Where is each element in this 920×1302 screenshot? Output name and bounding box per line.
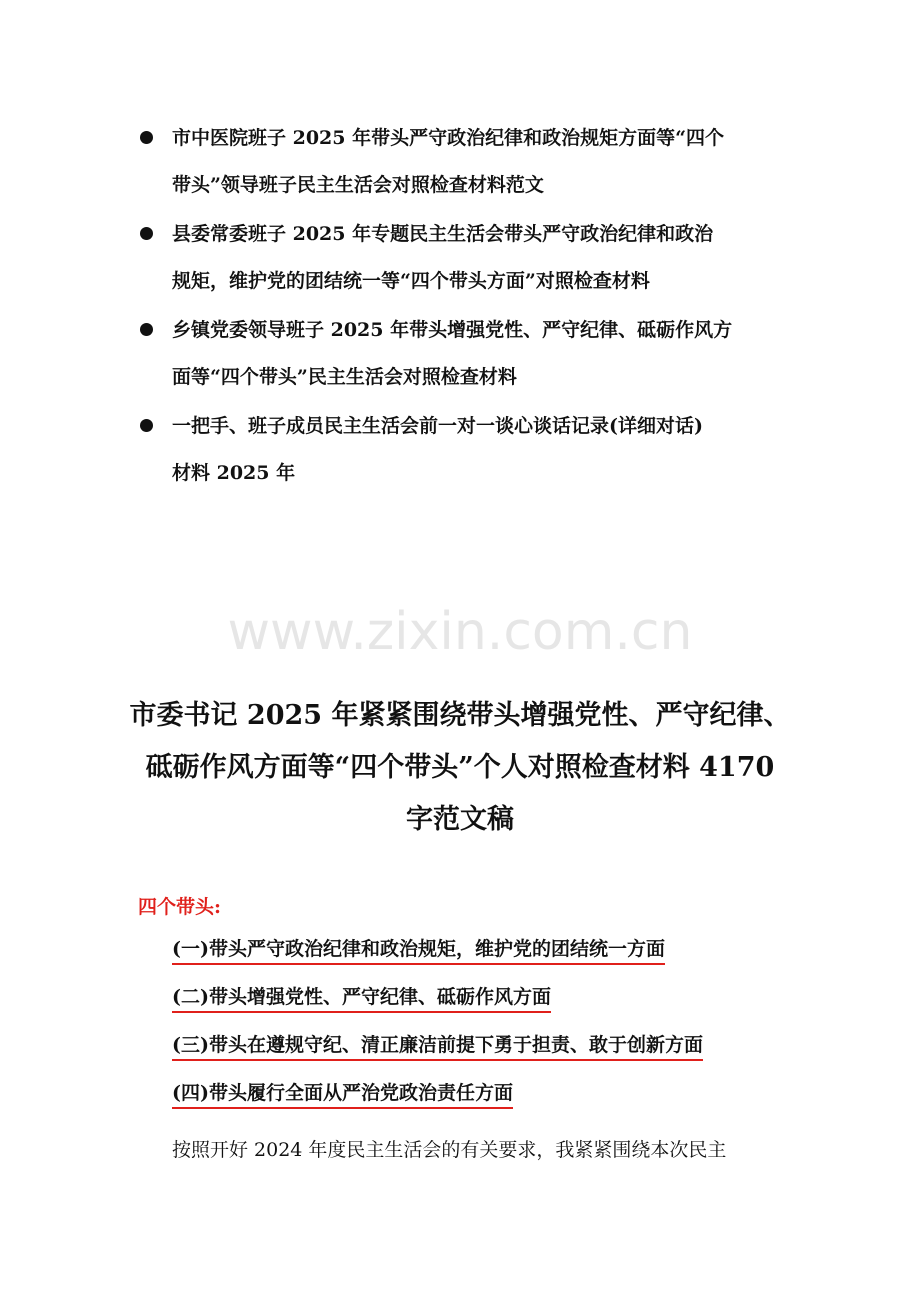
- body-paragraph: 按照开好 2024 年度民主生活会的有关要求，我紧紧围绕本次民主: [172, 1139, 727, 1161]
- title-line: 砥砺作风方面等“四个带头”个人对照检查材料 4170: [145, 752, 775, 783]
- list-item-line: 乡镇党委领导班子 2025 年带头增强党性、严守纪律、砥砺作风方: [172, 319, 733, 341]
- list-item: [138, 307, 798, 401]
- list-item-line: 市中医院班子 2025 年带头严守政治纪律和政治规矩方面等“四个: [172, 127, 725, 149]
- list-item-line: 面等“四个带头”民主生活会对照检查材料: [172, 366, 517, 388]
- title-line: 市委书记 2025 年紧紧围绕带头增强党性、严守纪律、: [129, 700, 791, 731]
- document-title: [120, 690, 800, 846]
- section-heading: 四个带头:: [138, 896, 222, 918]
- list-item: [172, 1031, 703, 1079]
- list-item-line: 县委常委班子 2025 年专题民主生活会带头严守政治纪律和政治: [172, 223, 714, 245]
- bullet-icon: [140, 227, 153, 240]
- watermark: www.zixin.com.cn: [227, 602, 693, 662]
- bullet-icon: [140, 419, 153, 432]
- four-leads-list: [172, 935, 703, 1127]
- related-documents-list: [138, 115, 798, 499]
- list-item: [138, 115, 798, 209]
- underlined-item-text: (三)带头在遵规守纪、清正廉洁前提下勇于担责、敢于创新方面: [172, 1031, 703, 1061]
- list-item: [172, 1079, 703, 1127]
- list-item-line: 带头”领导班子民主生活会对照检查材料范文: [172, 174, 544, 196]
- bullet-icon: [140, 323, 153, 336]
- list-item-line: 一把手、班子成员民主生活会前一对一谈心谈话记录(详细对话): [172, 415, 703, 437]
- underlined-item-text: (二)带头增强党性、严守纪律、砥砺作风方面: [172, 983, 551, 1013]
- list-item: [138, 403, 798, 497]
- title-line: 字范文稿: [406, 804, 514, 835]
- underlined-item-text: (四)带头履行全面从严治党政治责任方面: [172, 1079, 513, 1109]
- underlined-item-text: (一)带头严守政治纪律和政治规矩，维护党的团结统一方面: [172, 935, 665, 965]
- list-item-line: 规矩，维护党的团结统一等“四个带头方面”对照检查材料: [172, 270, 650, 292]
- list-item: [172, 983, 703, 1031]
- list-item-line: 材料 2025 年: [172, 462, 296, 484]
- list-item: [138, 211, 798, 305]
- list-item: [172, 935, 703, 983]
- bullet-icon: [140, 131, 153, 144]
